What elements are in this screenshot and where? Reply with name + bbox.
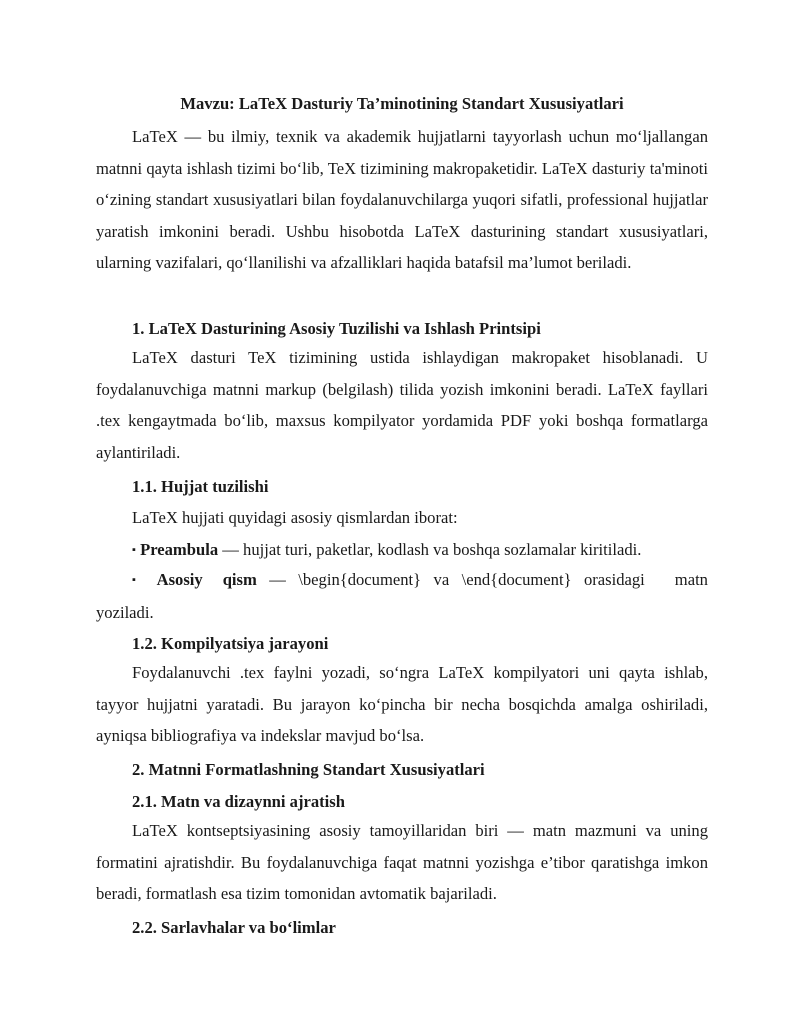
document-title: Mavzu: LaTeX Dasturiy Ta’minotining Standart Xususiyatlari — [180, 94, 624, 113]
subsection-2-1-heading: 2.1. Matn va dizaynni ajratish — [132, 792, 345, 811]
bullet-asosiy-qism — [96, 564, 708, 628]
bullet-term: qism — [222, 570, 257, 589]
bullet-preambula — [132, 539, 641, 561]
intro-paragraph: LaTeX — bu ilmiy, texnik va akademik hujjatlarni tayyorlash uchun mo‘ljallangan matnni qayta ishlash tizimi bo‘lib, TeX tizimining makropaketidir. LaTeX dasturiy ta'minoti o‘zining standart xususiyatlari bilan foydalanuvchilarga yuqori sifatli, professional hujjatlar yaratish imkonini beradi. Ushbu hisobotda LaTeX dasturining standart xususiyatlari, ularning vazifalari, qo‘llanilishi va afzalliklari haqida batafsil ma’lumot beriladi. — [96, 127, 708, 272]
subsection-1-1-heading: 1.1. Hujjat tuzilishi — [132, 477, 269, 496]
bullet-text: matn yoziladi. — [96, 570, 708, 622]
bullet-text: — hujjat turi, paketlar, kodlash va boshqa sozlamalar kiritiladi. — [218, 540, 642, 559]
subsection-1-2-paragraph: Foydalanuvchi .tex faylni yozadi, so‘ngra LaTeX kompilyatori uni qayta ishlab, tayyor hujjatni yaratadi. Bu jarayon ko‘pincha bir necha bosqichda amalga oshiriladi, ayniqsa bibliografiya va indekslar mavjud bo‘lsa. — [96, 663, 708, 745]
section-1-paragraph: LaTeX dasturi TeX tizimining ustida ishlaydigan makropaket hisoblanadi. U foydalanuvchiga matnni markup (belgilash) tilida yozish imkonini beradi. LaTeX fayllari .tex kengaytmada bo‘lib, maxsus kompilyator yordamida PDF yoki boshqa formatlarga aylantiriladi. — [96, 348, 708, 462]
bullet-marker: ▪ — [132, 544, 136, 556]
subsection-2-1-paragraph: LaTeX kontseptsiyasining asosiy tamoyillaridan biri — matn mazmuni va uning formatini ajratishdir. Bu foydalanuvchiga faqat matnni yozishga e’tibor qaratishga imkon beradi, formatlash esa tizim tomonidan avtomatik bajariladi. — [96, 821, 708, 903]
section-2-heading: 2. Matnni Formatlashning Standart Xususiyatlari — [132, 760, 485, 779]
bullet-text: — \begin{document} va \end{document} orasidagi — [256, 570, 645, 589]
bullet-marker: ▪ — [132, 574, 145, 586]
bullet-term: Asosiy — [156, 570, 203, 589]
section-1-heading: 1. LaTeX Dasturining Asosiy Tuzilishi va Ishlash Printsipi — [132, 319, 541, 338]
subsection-1-1-lead: LaTeX hujjati quyidagi asosiy qismlardan iborat: — [132, 508, 458, 527]
bullet-term: Preambula — [140, 540, 219, 559]
subsection-1-2-heading: 1.2. Kompilyatsiya jarayoni — [132, 634, 329, 653]
subsection-2-2-heading: 2.2. Sarlavhalar va bo‘limlar — [132, 918, 336, 937]
